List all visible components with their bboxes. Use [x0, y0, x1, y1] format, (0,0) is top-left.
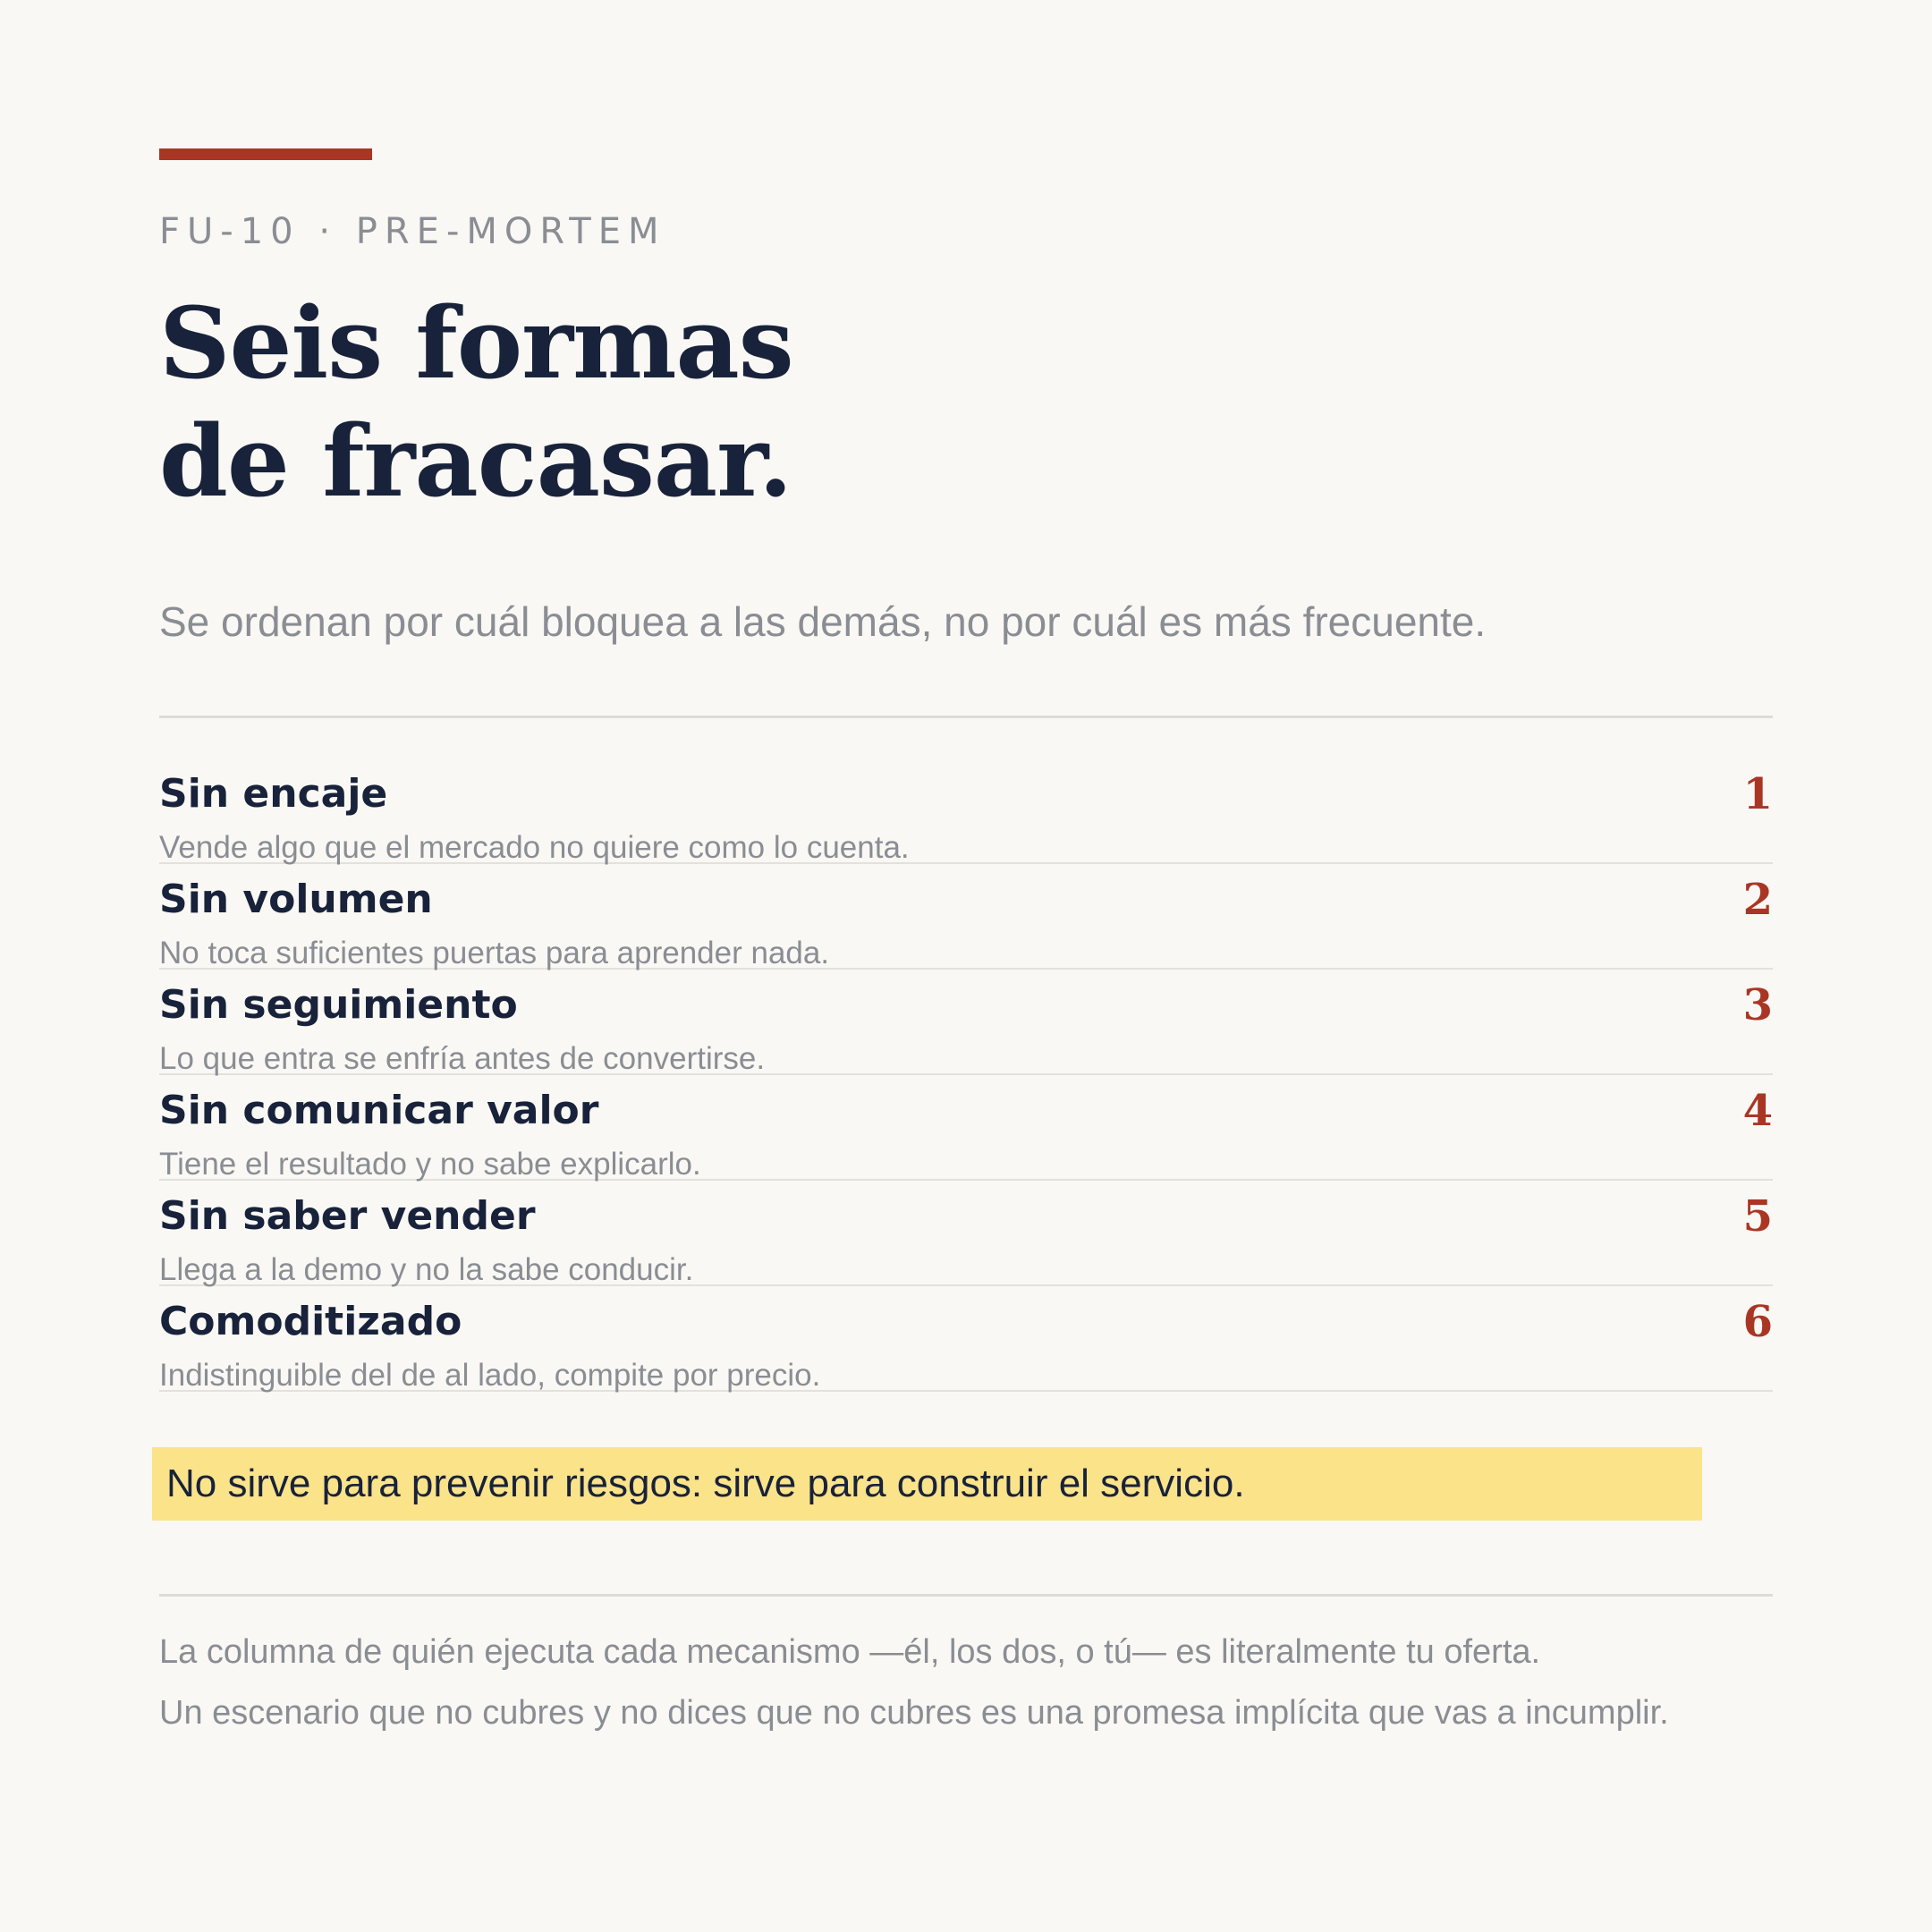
item-rank: 4: [1742, 1086, 1773, 1136]
highlight-callout: No sirve para prevenir riesgos: sirve para construir el servicio.: [152, 1447, 1702, 1521]
list-item: [159, 758, 1773, 864]
item-description: Vende algo que el mercado no quiere como lo cuenta.: [159, 830, 910, 865]
title-line-2: de fracasar.: [159, 403, 792, 519]
item-rank: 3: [1742, 980, 1773, 1030]
list-item: [159, 1075, 1773, 1181]
item-title: Sin saber vender: [159, 1193, 536, 1239]
top-divider: [159, 716, 1773, 718]
item-description: Lo que entra se enfría antes de convertirse.: [159, 1041, 766, 1076]
item-title: Sin seguimiento: [159, 982, 518, 1028]
accent-bar: [159, 148, 372, 160]
list-item: [159, 1181, 1773, 1286]
list-item: [159, 864, 1773, 970]
title-line-1: Seis formas: [159, 285, 793, 401]
item-description: Llega a la demo y no la sabe conducir.: [159, 1252, 694, 1287]
item-rank: 5: [1742, 1191, 1773, 1241]
eyebrow-label: FU-10 · PRE-MORTEM: [159, 211, 666, 252]
list-item: [159, 1286, 1773, 1392]
page-title: [159, 284, 793, 521]
item-title: Sin comunicar valor: [159, 1088, 599, 1133]
footnote-line-2: Un escenario que no cubres y no dices que no cubres es una promesa implícita que vas a incumplir.: [159, 1694, 1669, 1732]
item-title: Comoditizado: [159, 1299, 462, 1344]
item-description: Indistinguible del de al lado, compite por precio.: [159, 1358, 821, 1393]
item-description: No toca suficientes puertas para aprender nada.: [159, 936, 830, 970]
item-rank: 6: [1742, 1297, 1773, 1347]
bottom-divider: [159, 1594, 1773, 1597]
list-item: [159, 970, 1773, 1075]
subtitle: Se ordenan por cuál bloquea a las demás, no por cuál es más frecuente.: [159, 598, 1487, 645]
item-description: Tiene el resultado y no sabe explicarlo.: [159, 1147, 701, 1182]
footnote-line-1: La columna de quién ejecuta cada mecanismo —él, los dos, o tú— es literalmente tu oferta.: [159, 1633, 1541, 1671]
failure-list: [159, 758, 1773, 1392]
item-rank: 2: [1742, 875, 1773, 925]
item-title: Sin volumen: [159, 877, 433, 922]
item-rank: 1: [1742, 769, 1773, 819]
item-title: Sin encaje: [159, 771, 388, 817]
